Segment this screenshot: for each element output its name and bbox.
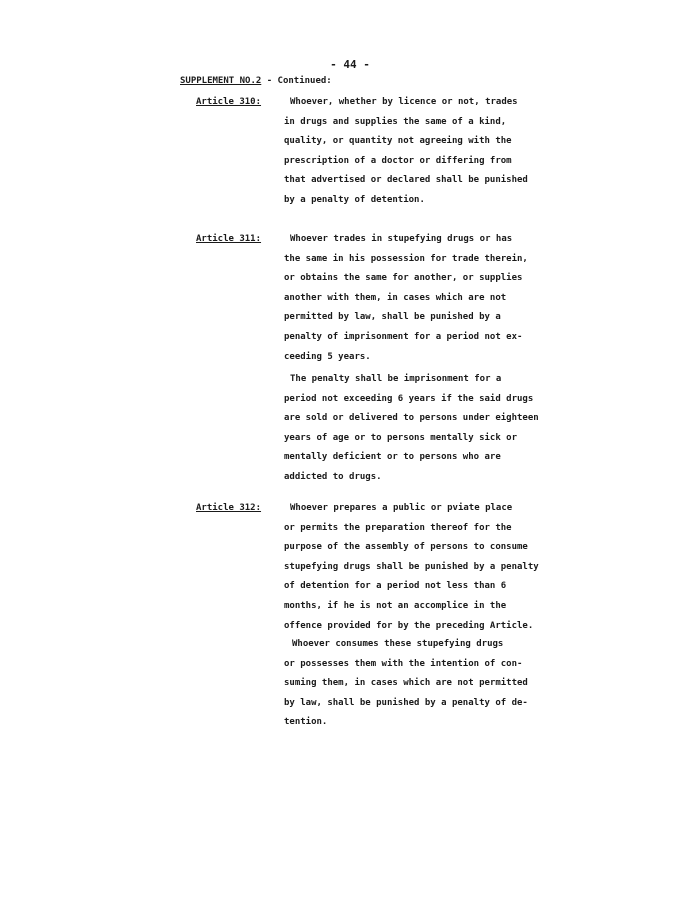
- text-line: tention.: [284, 717, 328, 728]
- section-header: [180, 76, 332, 86]
- text-line: the same in his possession for trade therein,: [284, 253, 528, 264]
- text-line: period not exceeding 6 years if the said drugs: [284, 393, 534, 404]
- text-line: that advertised or declared shall be punished: [284, 175, 528, 186]
- text-line: stupefying drugs shall be punished by a penalty: [284, 561, 539, 572]
- text-line: The penalty shall be imprisonment for a: [290, 374, 502, 384]
- text-line: are sold or delivered to persons under eighteen: [284, 413, 539, 424]
- text-line: months, if he is not an accomplice in the: [284, 600, 507, 611]
- supplement-title: SUPPLEMENT NO.2: [180, 76, 262, 86]
- text-line: years of age or to persons mentally sick or: [284, 432, 517, 443]
- text-line: addicted to drugs.: [284, 471, 382, 482]
- text-line: suming them, in cases which are not permitted: [284, 678, 528, 689]
- article-311-label: Article 311:: [196, 234, 262, 244]
- text-line: penalty of imprisonment for a period not ex-: [284, 331, 523, 342]
- text-line: ceeding 5 years.: [284, 351, 371, 362]
- article-312-label: Article 312:: [196, 503, 262, 513]
- text-line: by law, shall be punished by a penalty of de-: [284, 697, 528, 708]
- article-312-paragraph-2: [284, 635, 534, 733]
- text-line: or obtains the same for another, or supplies: [284, 273, 523, 284]
- text-line: or possesses them with the intention of con-: [284, 658, 523, 669]
- text-line: Whoever prepares a public or pviate place: [290, 503, 513, 513]
- text-line: quality, or quantity not agreeing with the: [284, 136, 512, 147]
- text-line: another with them, in cases which are not: [284, 292, 507, 303]
- article-310-paragraph-1: [284, 93, 534, 211]
- text-line: of detention for a period not less than 6: [284, 581, 507, 592]
- text-line: Whoever consumes these stupefying drugs: [292, 639, 504, 649]
- text-line: in drugs and supplies the same of a kind,: [284, 116, 507, 127]
- article-311-paragraph-1: [284, 230, 534, 367]
- continued-label: - Continued:: [261, 76, 332, 86]
- text-line: by a penalty of detention.: [284, 194, 425, 205]
- article-312-paragraph-1: [284, 499, 539, 636]
- text-line: Whoever trades in stupefying drugs or has: [290, 234, 513, 244]
- text-line: purpose of the assembly of persons to consume: [284, 542, 528, 553]
- text-line: Whoever, whether by licence or not, trades: [290, 97, 518, 107]
- text-line: mentally deficient or to persons who are: [284, 452, 501, 463]
- page-number: - 44 -: [330, 58, 370, 71]
- article-311-paragraph-2: [284, 370, 539, 488]
- text-line: offence provided for by the preceding Article.: [284, 620, 534, 631]
- article-310-label: Article 310:: [196, 97, 262, 107]
- text-line: or permits the preparation thereof for the: [284, 522, 512, 533]
- text-line: permitted by law, shall be punished by a: [284, 312, 501, 323]
- text-line: prescription of a doctor or differing from: [284, 155, 512, 166]
